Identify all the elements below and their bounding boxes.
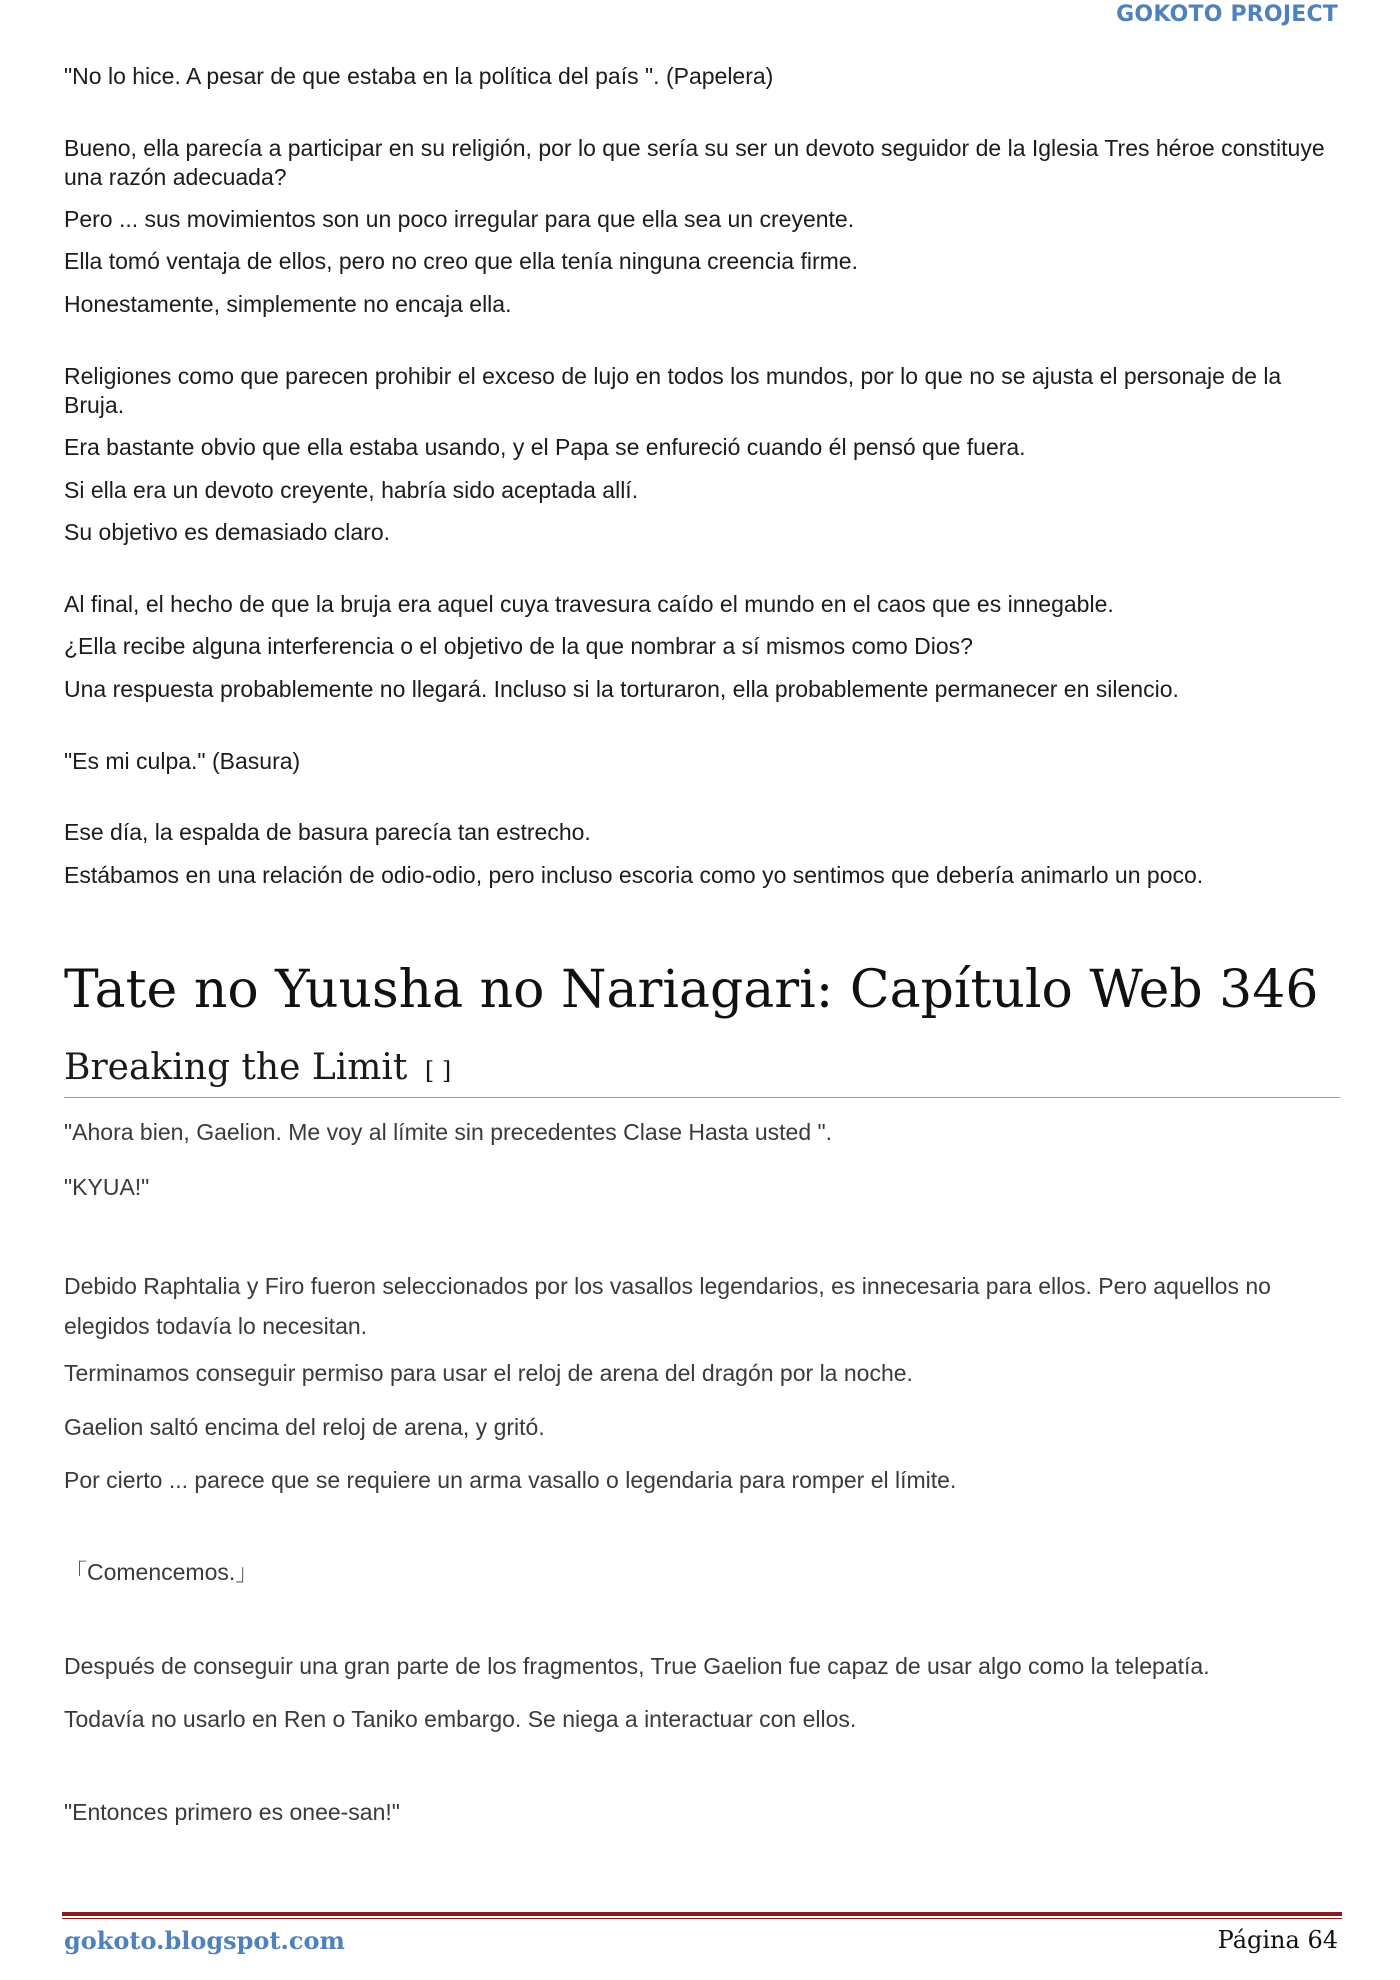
footer-divider [62,1912,1342,1916]
paragraph: Terminamos conseguir permiso para usar el reloj de arena del dragón por la noche. [64,1360,913,1386]
paragraph: Ese día, la espalda de basura parecía tan estrecho. [64,819,591,845]
paragraph: Gaelion saltó encima del reloj de arena, y gritó. [64,1414,545,1440]
paragraph: Si ella era un devoto creyente, habría sido aceptada allí. [64,477,639,503]
paragraph: "Es mi culpa." (Basura) [64,748,301,774]
paragraph: Por cierto ... parece que se requiere un arma vasallo o legendaria para romper el límite. [64,1467,957,1493]
paragraph: Debido Raphtalia y Firo fueron seleccionados por los vasallos legendarios, es innecesaria para ellos. Pero aquellos no elegidos todavía lo necesitan. [64,1273,1271,1339]
chapter-subtitle [64,1046,1340,1098]
paragraph: Todavía no usarlo en Ren o Taniko embargo. Se niega a interactuar con ellos. [64,1706,857,1732]
paragraph: Honestamente, simplemente no encaja ella. [64,291,512,317]
paragraph: "No lo hice. A pesar de que estaba en la política del país ". (Papelera) [64,63,774,89]
footer-divider-thin [62,1918,1342,1919]
paragraph: Bueno, ella parecía a participar en su religión, por lo que sería su ser un devoto seguidor de la Iglesia Tres héroe constituye una razón adecuada? [64,135,1325,190]
paragraph: "Ahora bien, Gaelion. Me voy al límite sin precedentes Clase Hasta usted ". [64,1119,833,1145]
paragraph: Su objetivo es demasiado claro. [64,519,391,545]
chapter-subtitle-brackets: [ ] [424,1057,452,1085]
paragraph: "Entonces primero es onee-san!" [64,1799,400,1825]
paragraph: Era bastante obvio que ella estaba usando, y el Papa se enfureció cuando él pensó que fuera. [64,434,1026,460]
chapter-title: Tate no Yuusha no Nariagari: Capítulo Web 346 [64,960,1319,1020]
paragraph: Estábamos en una relación de odio-odio, pero incluso escoria como yo sentimos que debería animarlo un poco. [64,862,1204,888]
page-number: Página 64 [1217,1926,1338,1954]
paragraph: "KYUA!" [64,1174,150,1200]
paragraph: Una respuesta probablemente no llegará. Incluso si la torturaron, ella probablemente permanecer en silencio. [64,676,1179,702]
paragraph: Pero ... sus movimientos son un poco irregular para que ella sea un creyente. [64,206,855,232]
paragraph: Religiones como que parecen prohibir el exceso de lujo en todos los mundos, por lo que no se ajusta el personaje de la Bruja. [64,363,1282,418]
paragraph: Ella tomó ventaja de ellos, pero no creo que ella tenía ninguna creencia firme. [64,248,858,274]
header-brand: GOKOTO PROJECT [1116,2,1338,27]
paragraph: 「Comencemos.」 [64,1559,259,1585]
footer-blog-link[interactable]: gokoto.blogspot.com [64,1926,345,1955]
paragraph: ¿Ella recibe alguna interferencia o el objetivo de la que nombrar a sí mismos como Dios? [64,633,973,659]
chapter-subtitle-text: Breaking the Limit [64,1047,408,1088]
paragraph: Al final, el hecho de que la bruja era aquel cuya travesura caído el mundo en el caos que es innegable. [64,591,1114,617]
paragraph: Después de conseguir una gran parte de los fragmentos, True Gaelion fue capaz de usar algo como la telepatía. [64,1653,1210,1679]
